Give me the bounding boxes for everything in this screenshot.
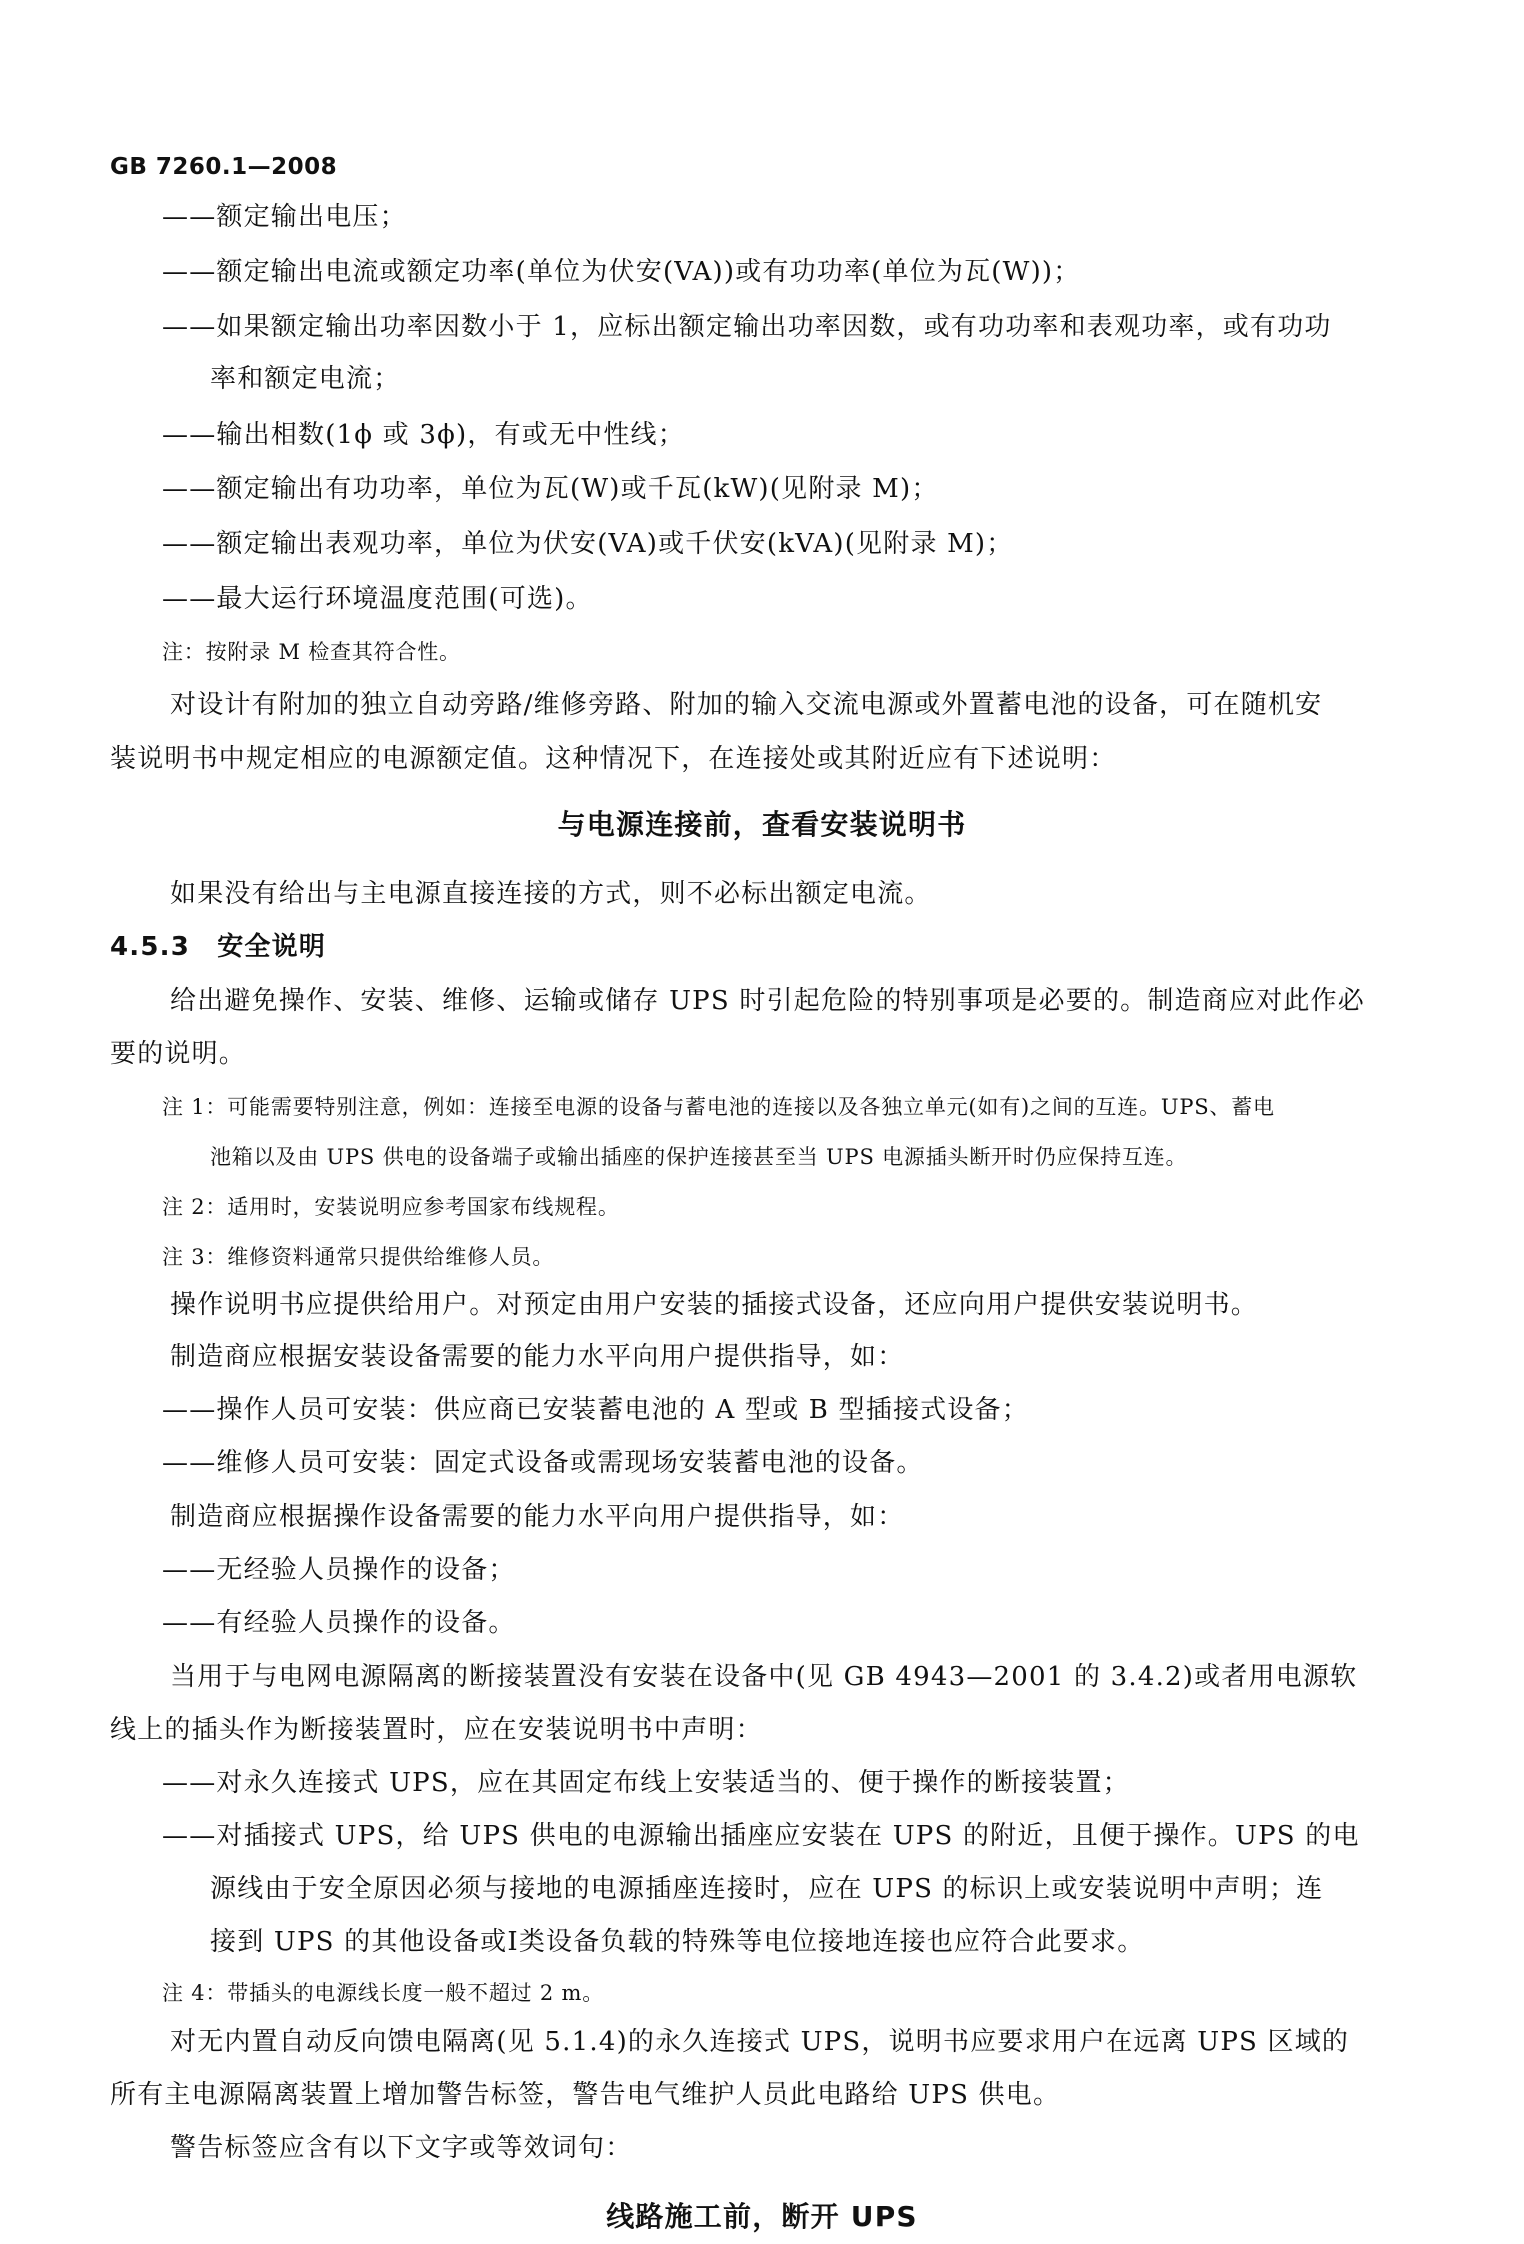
paragraph-line: ——如果额定输出功率因数小于 1，应标出额定输出功率因数，或有功功率和表观功率，或有功功 xyxy=(162,312,1332,342)
paragraph-line: ——额定输出电压； xyxy=(162,202,407,232)
note-text: 注 1：可能需要特别注意，例如：连接至电源的设备与蓄电池的连接以及各独立单元(如有)之间的互连。UPS、蓄电 xyxy=(162,1095,1275,1119)
paragraph-line: 源线由于安全原因必须与接地的电源插座连接时，应在 UPS 的标识上或安装说明中声明；连 xyxy=(210,1874,1324,1904)
warning-label-text: 线路施工前，断开 UPS xyxy=(606,2200,918,2233)
paragraph-line: ——无经验人员操作的设备； xyxy=(162,1555,516,1585)
paragraph-line: 给出避免操作、安装、维修、运输或储存 UPS 时引起危险的特别事项是必要的。制造商应对此作必 xyxy=(170,986,1365,1016)
paragraph-line: ——有经验人员操作的设备。 xyxy=(162,1608,516,1638)
standard-number-header: GB 7260.1—2008 xyxy=(110,154,338,180)
note-text: 注 2：适用时，安装说明应参考国家布线规程。 xyxy=(162,1195,620,1219)
paragraph-line: 所有主电源隔离装置上增加警告标签，警告电气维护人员此电路给 UPS 供电。 xyxy=(110,2080,1061,2110)
paragraph-line: 对无内置自动反向馈电隔离(见 5.1.4)的永久连接式 UPS，说明书应要求用户在远离 UPS 区域的 xyxy=(170,2027,1350,2057)
paragraph-line: 线上的插头作为断接装置时，应在安装说明书中声明： xyxy=(110,1715,763,1745)
paragraph-line: ——操作人员可安装：供应商已安装蓄电池的 A 型或 B 型插接式设备； xyxy=(162,1395,1029,1425)
paragraph-line: 警告标签应含有以下文字或等效词句： xyxy=(170,2133,633,2163)
paragraph-line: ——额定输出表观功率，单位为伏安(VA)或千伏安(kVA)(见附录 M)； xyxy=(162,529,1014,559)
paragraph-line: 要的说明。 xyxy=(110,1039,247,1069)
paragraph-line: ——输出相数(1ϕ 或 3ϕ)，有或无中性线； xyxy=(162,420,685,450)
paragraph-line: ——维修人员可安装：固定式设备或需现场安装蓄电池的设备。 xyxy=(162,1448,924,1478)
note-text: 注：按附录 M 检查其符合性。 xyxy=(162,640,461,664)
paragraph-line: 操作说明书应提供给用户。对预定由用户安装的插接式设备，还应向用户提供安装说明书。 xyxy=(170,1290,1259,1320)
paragraph-line: ——额定输出电流或额定功率(单位为伏安(VA))或有功功率(单位为瓦(W))； xyxy=(162,257,1081,287)
paragraph-line: ——额定输出有功功率，单位为瓦(W)或千瓦(kW)(见附录 M)； xyxy=(162,474,939,504)
note-text: 池箱以及由 UPS 供电的设备端子或输出插座的保护连接甚至当 UPS 电源插头断开时仍应保持互连。 xyxy=(210,1145,1188,1169)
paragraph-line: 率和额定电流； xyxy=(210,364,401,394)
paragraph-line: ——最大运行环境温度范围(可选)。 xyxy=(162,584,593,614)
paragraph-line: 制造商应根据安装设备需要的能力水平向用户提供指导，如： xyxy=(170,1342,905,1372)
paragraph-line: ——对永久连接式 UPS，应在其固定布线上安装适当的、便于操作的断接装置； xyxy=(162,1768,1130,1798)
paragraph-line: ——对插接式 UPS，给 UPS 供电的电源输出插座应安装在 UPS 的附近，且便于操作。UPS 的电 xyxy=(162,1821,1360,1851)
paragraph-line: 对设计有附加的独立自动旁路/维修旁路、附加的输入交流电源或外置蓄电池的设备，可在随机安 xyxy=(170,690,1323,720)
paragraph-line: 接到 UPS 的其他设备或Ⅰ类设备负载的特殊等电位接地连接也应符合此要求。 xyxy=(210,1927,1145,1957)
warning-label-text: 与电源连接前，查看安装说明书 xyxy=(557,808,967,841)
paragraph-line: 制造商应根据操作设备需要的能力水平向用户提供指导，如： xyxy=(170,1502,905,1532)
note-text: 注 3：维修资料通常只提供给维修人员。 xyxy=(162,1245,555,1269)
paragraph-line: 当用于与电网电源隔离的断接装置没有安装在设备中(见 GB 4943—2001 的 3.4.2)或者用电源软 xyxy=(170,1662,1358,1692)
section-heading: 4.5.3 安全说明 xyxy=(110,932,327,962)
paragraph-line: 如果没有给出与主电源直接连接的方式，则不必标出额定电流。 xyxy=(170,879,932,909)
note-text: 注 4：带插头的电源线长度一般不超过 2 m。 xyxy=(162,1981,605,2005)
paragraph-line: 装说明书中规定相应的电源额定值。这种情况下，在连接处或其附近应有下述说明： xyxy=(110,744,1117,774)
